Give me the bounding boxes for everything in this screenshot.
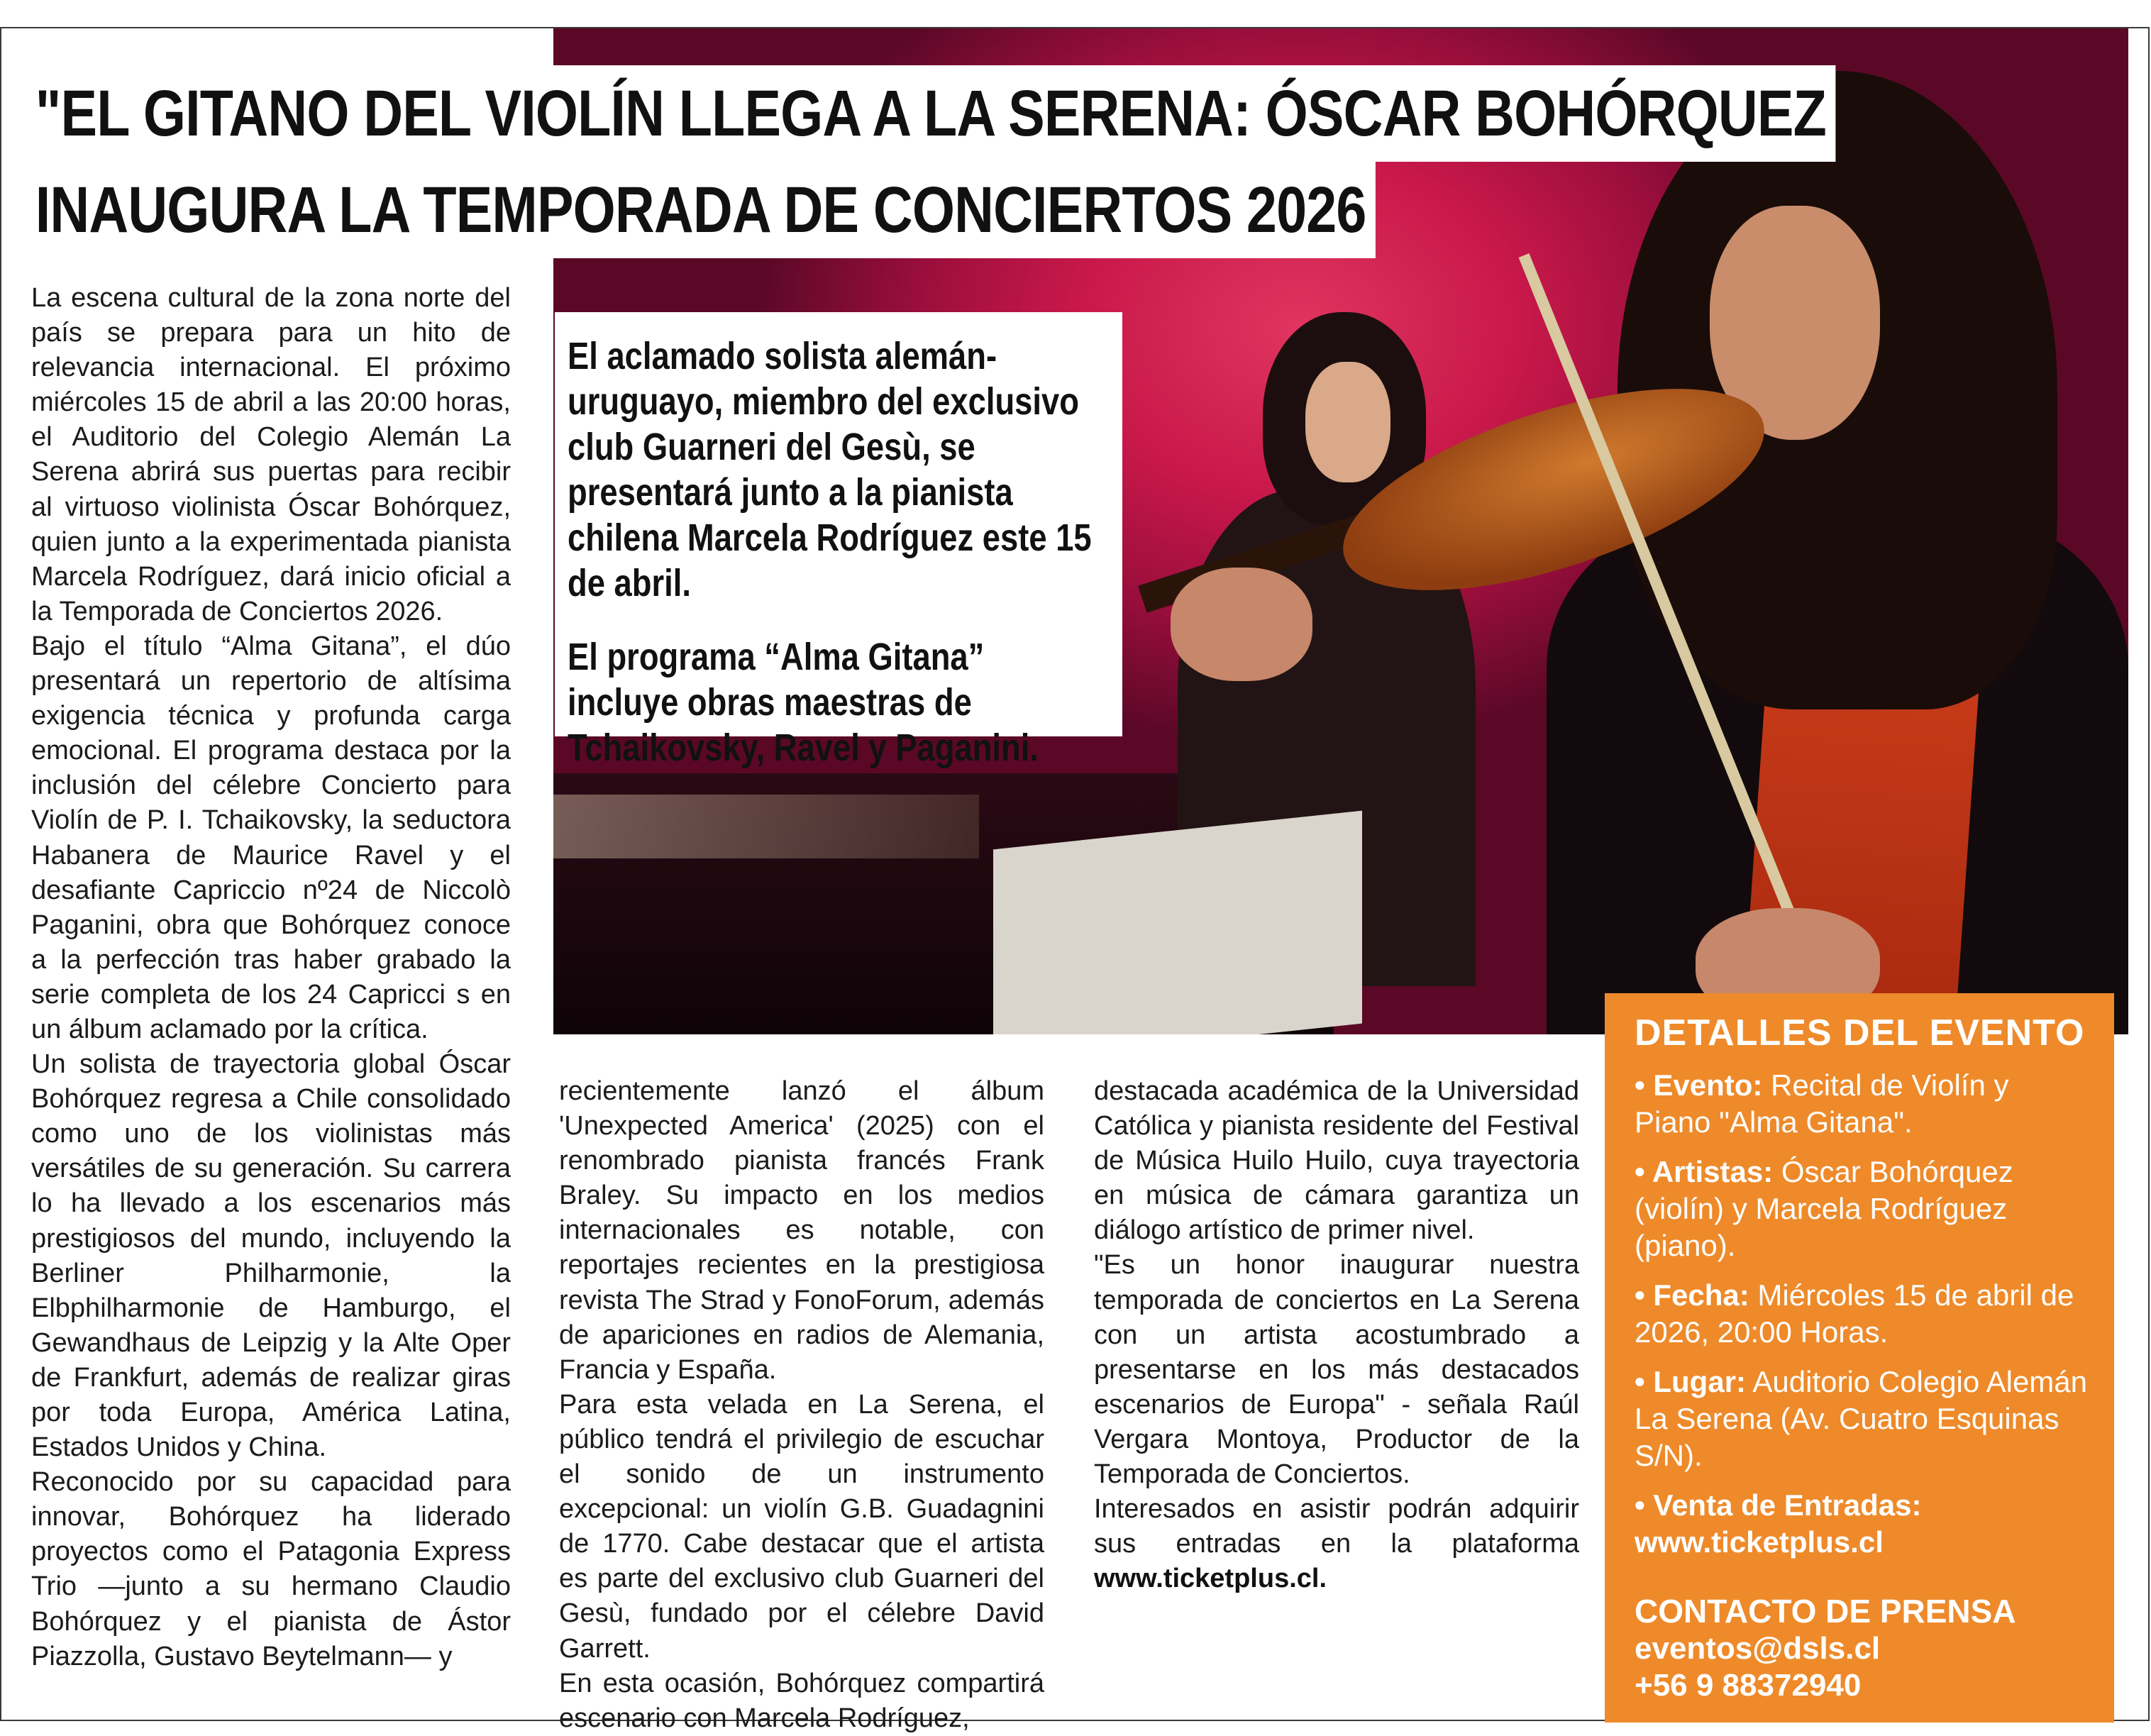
- body-paragraph: La escena cultural de la zona norte del país se prepara para un hito de relevancia internacional. El próximo miércoles 15 de abril a las 20:00 horas, el Auditorio del Colegio Alemán La Serena abrirá sus puertas para recibir al virtuoso violinista Óscar Bohórquez, quien junto a la experimentada pianista Marcela Rodríguez, dará inicio oficial a la Temporada de Conciertos 2026.: [31, 283, 511, 626]
- body-paragraph-tickets: [1094, 1492, 1579, 1596]
- detail-label: • Evento:: [1635, 1068, 1763, 1102]
- press-contact-heading: CONTACTO DE PRENSA: [1635, 1593, 2016, 1630]
- detail-label: • Artistas:: [1635, 1155, 1774, 1188]
- photo-left-hand: [1171, 568, 1312, 681]
- body-column-3: [1094, 1074, 1579, 1596]
- tickets-link[interactable]: www.ticketplus.cl.: [1094, 1564, 1327, 1594]
- body-paragraph: Bajo el título “Alma Gitana”, el dúo presentará un repertorio de altísima exigencia técnica y profunda carga emocional. El programa destaca por la inclusión del célebre Concierto para Violín de P. I. Tchaikovsky, la seductora Habanera de Maurice Ravel y el desafiante Capriccio nº24 de Niccolò Paganini, obra que Bohórquez conoce a la perfección tras haber grabado la serie completa de los 24 Capricci s en un álbum aclamado por la crítica.: [31, 631, 511, 1044]
- body-paragraph: Un solista de trayectoria global Óscar Bohórquez regresa a Chile consolidado como uno de los violinistas más versátiles de su generación. Su carrera lo ha llevado a los escenarios más prestigiosos del mundo, incluyendo la Berliner Philharmonie, la Elbphilharmonie de Hamburgo, el Gewandhaus de Leipzig y la Alte Oper de Frankfurt, además de realizar giras por toda Europa, América Latina, Estados Unidos y China.: [31, 1049, 511, 1463]
- event-details-box: [1605, 993, 2114, 1723]
- pull-quote-paragraph-2: El programa “Alma Gitana” incluye obras maestras de Tchaikovsky, Ravel y Paganini.: [568, 636, 1039, 769]
- body-column-1: [31, 281, 511, 1674]
- body-paragraph: recientemente lanzó el álbum 'Unexpected America' (2025) con el renombrado pianista francés Frank Braley. Su impacto en los medios internacionales es notable, con reportajes recientes en la prestigiosa revista The Strad y FonoForum, además de apariciones en radios de Alemania, Francia y España.: [559, 1076, 1044, 1385]
- pull-quote-paragraph-1: El aclamado solista alemán-uruguayo, miembro del exclusivo club Guarneri del Gesù, se presentará junto a la pianista chilena Marcela Rodríguez este 15 de abril.: [568, 335, 1092, 604]
- photo-pianist-face: [1305, 362, 1390, 482]
- detail-item-event: [1635, 1067, 2093, 1141]
- event-details-heading: DETALLES DEL EVENTO: [1635, 1012, 2085, 1054]
- photo-music-stand: [993, 811, 1362, 1034]
- press-phone: +56 9 88372940: [1635, 1668, 1862, 1703]
- detail-label: • Venta de Entradas:: [1635, 1488, 1922, 1522]
- detail-value: Miércoles 15 de abril de 2026, 20:00 Horas.: [1635, 1278, 2074, 1349]
- photo-piano: [553, 795, 979, 858]
- body-paragraph: "Es un honor inaugurar nuestra temporada de conciertos en La Serena con un artista acostumbrado a presentarse en los más destacados escenarios de Europa" - señala Raúl Vergara Montoya, Productor de la Temporada de Conciertos.: [1094, 1250, 1579, 1490]
- press-email-link[interactable]: eventos@dsls.cl: [1635, 1631, 1881, 1666]
- tickets-text: Interesados en asistir podrán adquirir sus entradas en la plataforma: [1094, 1494, 1579, 1559]
- detail-value: Óscar Bohórquez (violín) y Marcela Rodríguez (piano).: [1635, 1155, 2013, 1262]
- body-paragraph: En esta ocasión, Bohórquez compartirá escenario con Marcela Rodríguez,: [559, 1668, 1044, 1733]
- headline-line-2: INAUGURA LA TEMPORADA DE CONCIERTOS 2026: [27, 162, 1376, 258]
- tickets-url-link[interactable]: www.ticketplus.cl: [1635, 1525, 1884, 1559]
- detail-item-tickets: [1635, 1487, 2093, 1561]
- detail-value: Auditorio Colegio Alemán La Serena (Av. Cuatro Esquinas S/N).: [1635, 1365, 2088, 1472]
- body-paragraph: Reconocido por su capacidad para innovar, Bohórquez ha liderado proyectos como el Patagonia Express Trio —junto a su hermano Claudio Bohórquez y el pianista de Ástor Piazzolla, Gustavo Beytelmann— y: [31, 1467, 511, 1671]
- headline: [27, 65, 1835, 258]
- body-column-2: [559, 1074, 1044, 1736]
- detail-value: Recital de Violín y Piano "Alma Gitana".: [1635, 1068, 2009, 1139]
- headline-line-1: "EL GITANO DEL VIOLÍN LLEGA A LA SERENA: ÓSCAR BOHÓRQUEZ: [27, 65, 1835, 162]
- detail-item-artists: [1635, 1154, 2093, 1264]
- body-paragraph: destacada académica de la Universidad Católica y pianista residente del Festival de Música Huilo Huilo, cuya trayectoria en música de cámara garantiza un diálogo artístico de primer nivel.: [1094, 1076, 1579, 1246]
- detail-item-date: [1635, 1277, 2093, 1351]
- pull-quote: [555, 312, 1122, 769]
- detail-label: • Lugar:: [1635, 1365, 1747, 1398]
- detail-label: • Fecha:: [1635, 1278, 1749, 1312]
- detail-item-venue: [1635, 1364, 2093, 1474]
- body-paragraph: Para esta velada en La Serena, el público tendrá el privilegio de escuchar el sonido de un instrumento excepcional: un violín G.B. Guadagnini de 1770. Cabe destacar que el artista es parte del exclusivo club Guarneri del Gesù, fundado por el célebre David Garrett.: [559, 1389, 1044, 1664]
